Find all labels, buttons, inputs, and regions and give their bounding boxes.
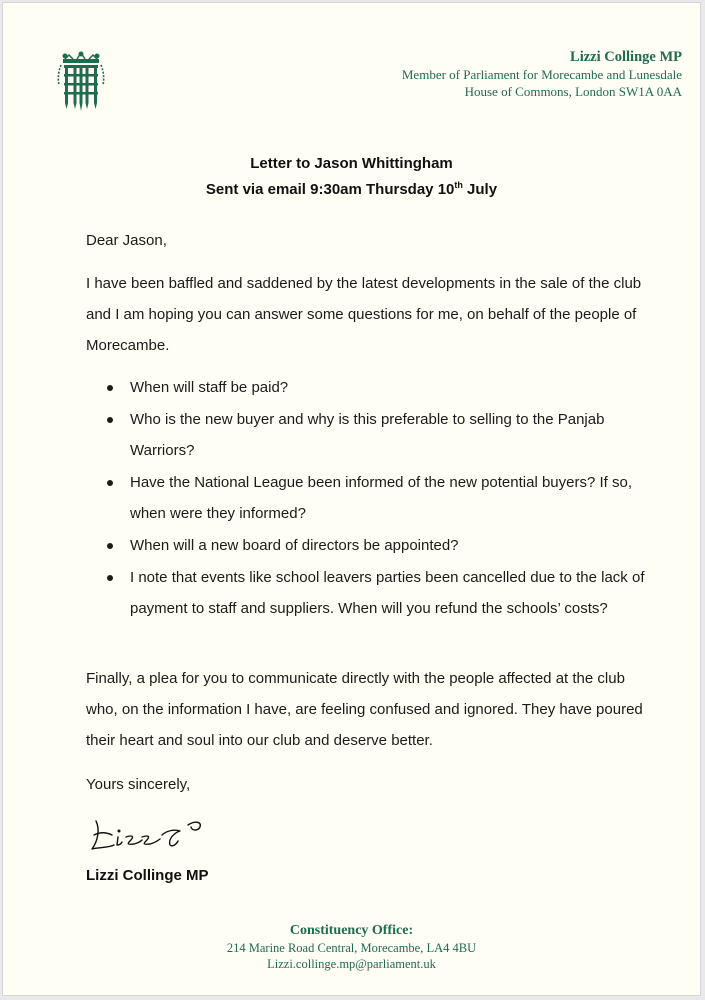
portcullis-icon bbox=[55, 51, 107, 113]
letter-page bbox=[2, 2, 701, 996]
title-line-2 bbox=[3, 177, 700, 203]
title-line-1: Letter to Jason Whittingham bbox=[250, 155, 453, 172]
list-item: I note that events like school leavers parties been cancelled due to the lack of payment to staff and suppliers. When will you refund the schools’ costs? bbox=[86, 562, 646, 624]
paragraph-plea: Finally, a plea for you to communicate directly with the people affected at the club who, on the information I have, are feeling confused and ignored. They have poured their heart and soul into our club and deserve better. bbox=[86, 670, 643, 749]
mp-letterhead bbox=[402, 48, 682, 100]
list-item: When will a new board of directors be appointed? bbox=[86, 530, 646, 561]
paragraph-intro: I have been baffled and saddened by the latest developments in the sale of the club and I am hoping you can answer some questions for me, on behalf of the people of Morecambe. bbox=[86, 275, 642, 354]
mp-role: Member of Parliament for Morecambe and Lunesdale bbox=[401, 67, 682, 82]
title-date-prefix: Sent via email 9:30am Thursday 10 bbox=[205, 181, 455, 198]
mp-address: House of Commons, London SW1A 0AA bbox=[464, 84, 682, 99]
salutation: Dear Jason, bbox=[86, 232, 167, 249]
list-item: Who is the new buyer and why is this preferable to selling to the Panjab Warriors? bbox=[86, 404, 646, 466]
title-date-suffix: th bbox=[454, 180, 463, 190]
handwritten-signature bbox=[88, 811, 218, 856]
question-list bbox=[86, 372, 646, 625]
footer-title: Constituency Office: bbox=[289, 923, 414, 938]
list-item: Have the National League been informed of the new potential buyers? If so, when were they informed? bbox=[86, 467, 646, 529]
signer-name: Lizzi Collinge MP bbox=[86, 867, 209, 884]
constituency-footer bbox=[3, 921, 700, 972]
list-item: When will staff be paid? bbox=[86, 372, 646, 403]
footer-email: Lizzi.collinge.mp@parliament.uk bbox=[267, 957, 436, 971]
letter-title bbox=[3, 151, 700, 203]
closing: Yours sincerely, bbox=[86, 776, 191, 793]
mp-name: Lizzi Collinge MP bbox=[570, 49, 682, 65]
title-date-month: July bbox=[462, 181, 498, 198]
footer-address: 214 Marine Road Central, Morecambe, LA4 4BU bbox=[226, 941, 477, 955]
